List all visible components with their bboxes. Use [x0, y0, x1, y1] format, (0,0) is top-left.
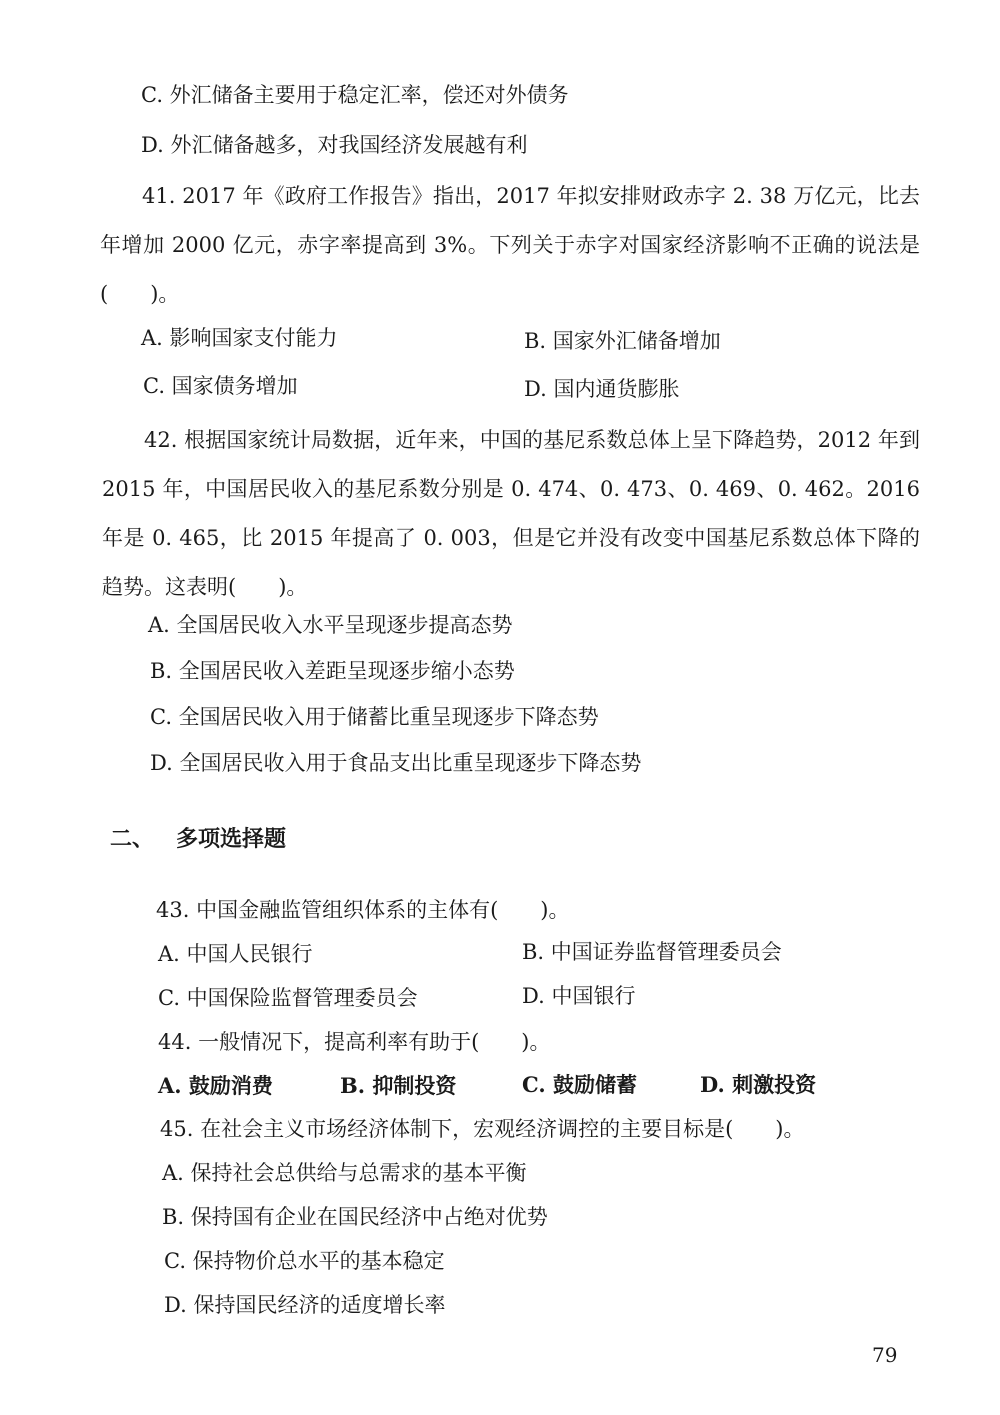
q44-option-d: D. 刺激投资 — [700, 1072, 817, 1097]
page-number: 79 — [872, 1343, 898, 1367]
q45-option-b: B. 保持国有企业在国民经济中占绝对优势 — [162, 1205, 548, 1229]
q42-option-b: B. 全国居民收入差距呈现逐步缩小态势 — [150, 659, 515, 683]
q41-stem: 41. 2017 年《政府工作报告》指出，2017 年拟安排财政赤字 2. 38 万亿元，比去年增加 2000 亿元，赤字率提高到 3%。下列关于赤字对国家经济影响不正确的说法是( )。 — [100, 184, 920, 306]
q41-option-a: A. 影响国家支付能力 — [141, 326, 338, 350]
q44-option-a: A. 鼓励消费 — [158, 1073, 273, 1098]
section-number: 二、 — [110, 827, 155, 852]
q45-option-c: C. 保持物价总水平的基本稳定 — [164, 1249, 445, 1273]
q43-option-b: B. 中国证券监督管理委员会 — [522, 940, 782, 964]
q40-option-d: D. 外汇储备越多，对我国经济发展越有利 — [141, 133, 528, 157]
q41-option-c: C. 国家债务增加 — [143, 374, 298, 398]
section-title: 多项选择题 — [176, 827, 287, 852]
q44-stem: 44. 一般情况下，提高利率有助于( )。 — [158, 1030, 551, 1054]
q41-option-d: D. 国内通货膨胀 — [524, 377, 680, 401]
q42-option-c: C. 全国居民收入用于储蓄比重呈现逐步下降态势 — [150, 705, 599, 729]
q43-option-a: A. 中国人民银行 — [158, 942, 313, 966]
q45-stem: 45. 在社会主义市场经济体制下，宏观经济调控的主要目标是( )。 — [160, 1117, 805, 1141]
q40-option-c: C. 外汇储备主要用于稳定汇率，偿还对外债务 — [141, 83, 569, 107]
q42-option-d: D. 全国居民收入用于食品支出比重呈现逐步下降态势 — [150, 751, 642, 775]
q43-option-c: C. 中国保险监督管理委员会 — [158, 986, 418, 1010]
q43-option-d: D. 中国银行 — [522, 984, 636, 1008]
q45-option-d: D. 保持国民经济的适度增长率 — [164, 1293, 446, 1317]
q44-option-b: B. 抑制投资 — [340, 1073, 457, 1098]
q44-option-c: C. 鼓励储蓄 — [522, 1072, 637, 1097]
q43-stem: 43. 中国金融监管组织体系的主体有( )。 — [156, 898, 570, 922]
q42-stem: 42. 根据国家统计局数据，近年来，中国的基尼系数总体上呈下降趋势，2012 年到 2015 年，中国居民收入的基尼系数分别是 0. 474、0. 473、0. 469、0. 462。2016 年是 0. 465，比 2015 年提高了 0. 003，但是它并没有改变中国基尼系数总体下降的趋势。这表明( )。 — [102, 428, 920, 599]
q45-option-a: A. 保持社会总供给与总需求的基本平衡 — [162, 1161, 527, 1185]
q42-option-a: A. 全国居民收入水平呈现逐步提高态势 — [148, 613, 513, 637]
section-heading — [110, 825, 286, 855]
q41-option-b: B. 国家外汇储备增加 — [524, 329, 721, 353]
